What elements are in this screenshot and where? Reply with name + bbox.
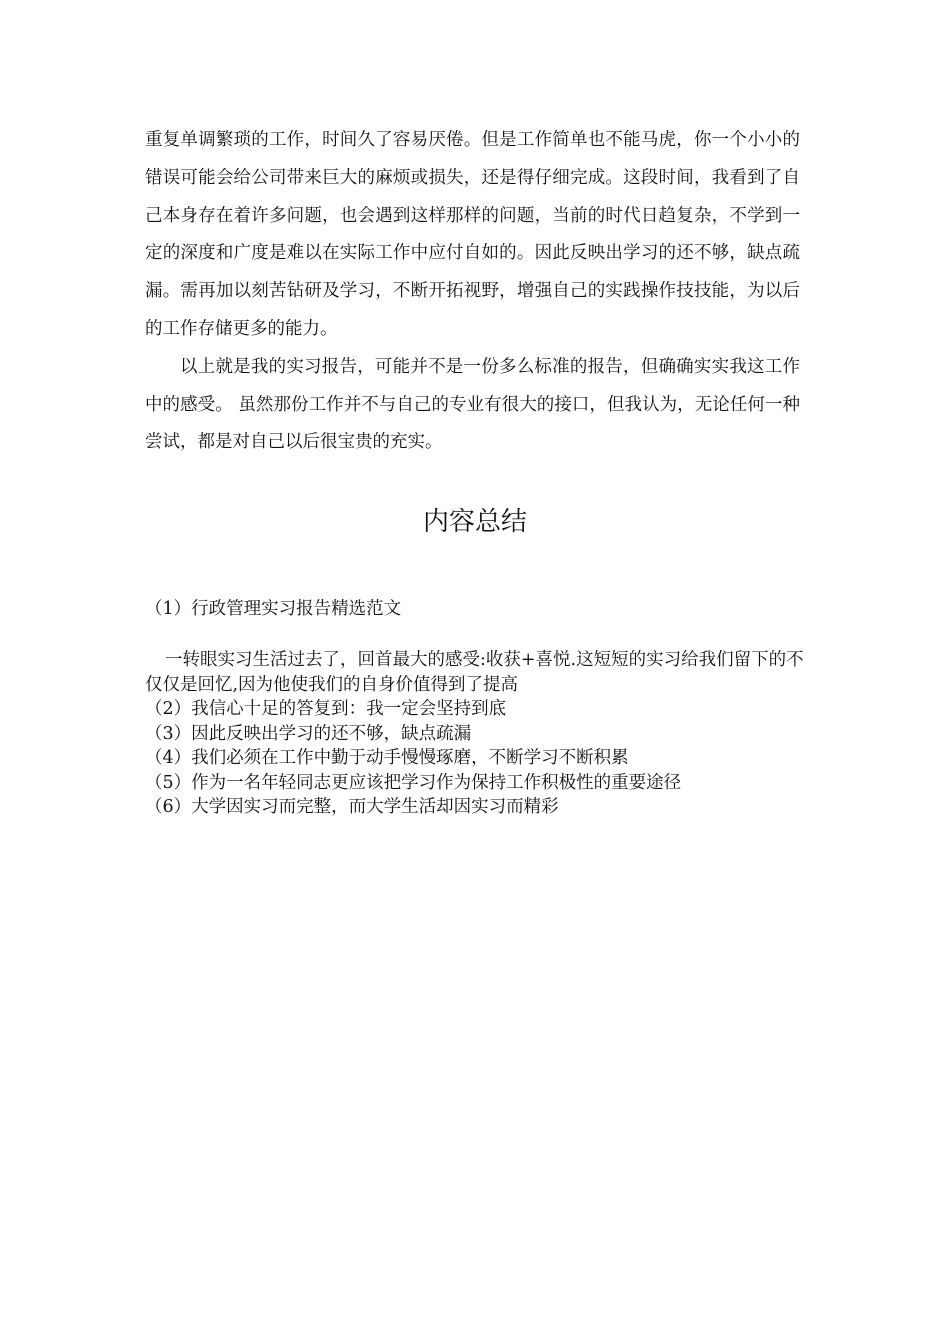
summary-item: （6）大学因实习而完整，而大学生活却因实习而精彩	[145, 797, 559, 817]
body-paragraph-2: 以上就是我的实习报告，可能并不是一份多么标准的报告，但确确实实我这工作中的感受。 虽然那份工作并不与自己的专业有很大的接口，但我认为，无论任何一种尝试，都是对自己以后很宝贵的充实。	[145, 356, 800, 453]
summary-heading: （1）行政管理实习报告精选范文	[145, 599, 402, 619]
summary-item: （2）我信心十足的答复到：我一定会坚持到底	[145, 699, 507, 719]
report-body	[145, 122, 800, 462]
body-paragraph-1: 重复单调繁琐的工作，时间久了容易厌倦。但是工作简单也不能马虎，你一个小小的错误可能会给公司带来巨大的麻烦或损失，还是得仔细完成。这段时间，我看到了自己本身存在着许多问题，也会遇到这样那样的问题，当前的时代日趋复杂，不学到一定的深度和广度是难以在实际工作中应付自如的。因此反映出学习的还不够，缺点疏漏。需再加以刻苦钻研及学习，不断开拓视野，增强自己的实践操作技技能，为以后的工作存储更多的能力。	[145, 130, 800, 339]
summary-item: （5）作为一名年轻同志更应该把学习作为保持工作积极性的重要途径	[145, 772, 682, 793]
summary-lead: 一转眼实习生活过去了，回首最大的感受:收获+喜悦.这短短的实习给我们留下的不仅仅是回忆,因为他使我们的自身价值得到了提高	[145, 650, 804, 695]
summary-title: 内容总结	[422, 507, 527, 537]
summary-item: （4）我们必须在工作中勤于动手慢慢琢磨，不断学习不断积累	[145, 748, 629, 768]
summary-list	[145, 648, 805, 820]
summary-item: （3）因此反映出学习的还不够，缺点疏漏	[145, 723, 472, 744]
